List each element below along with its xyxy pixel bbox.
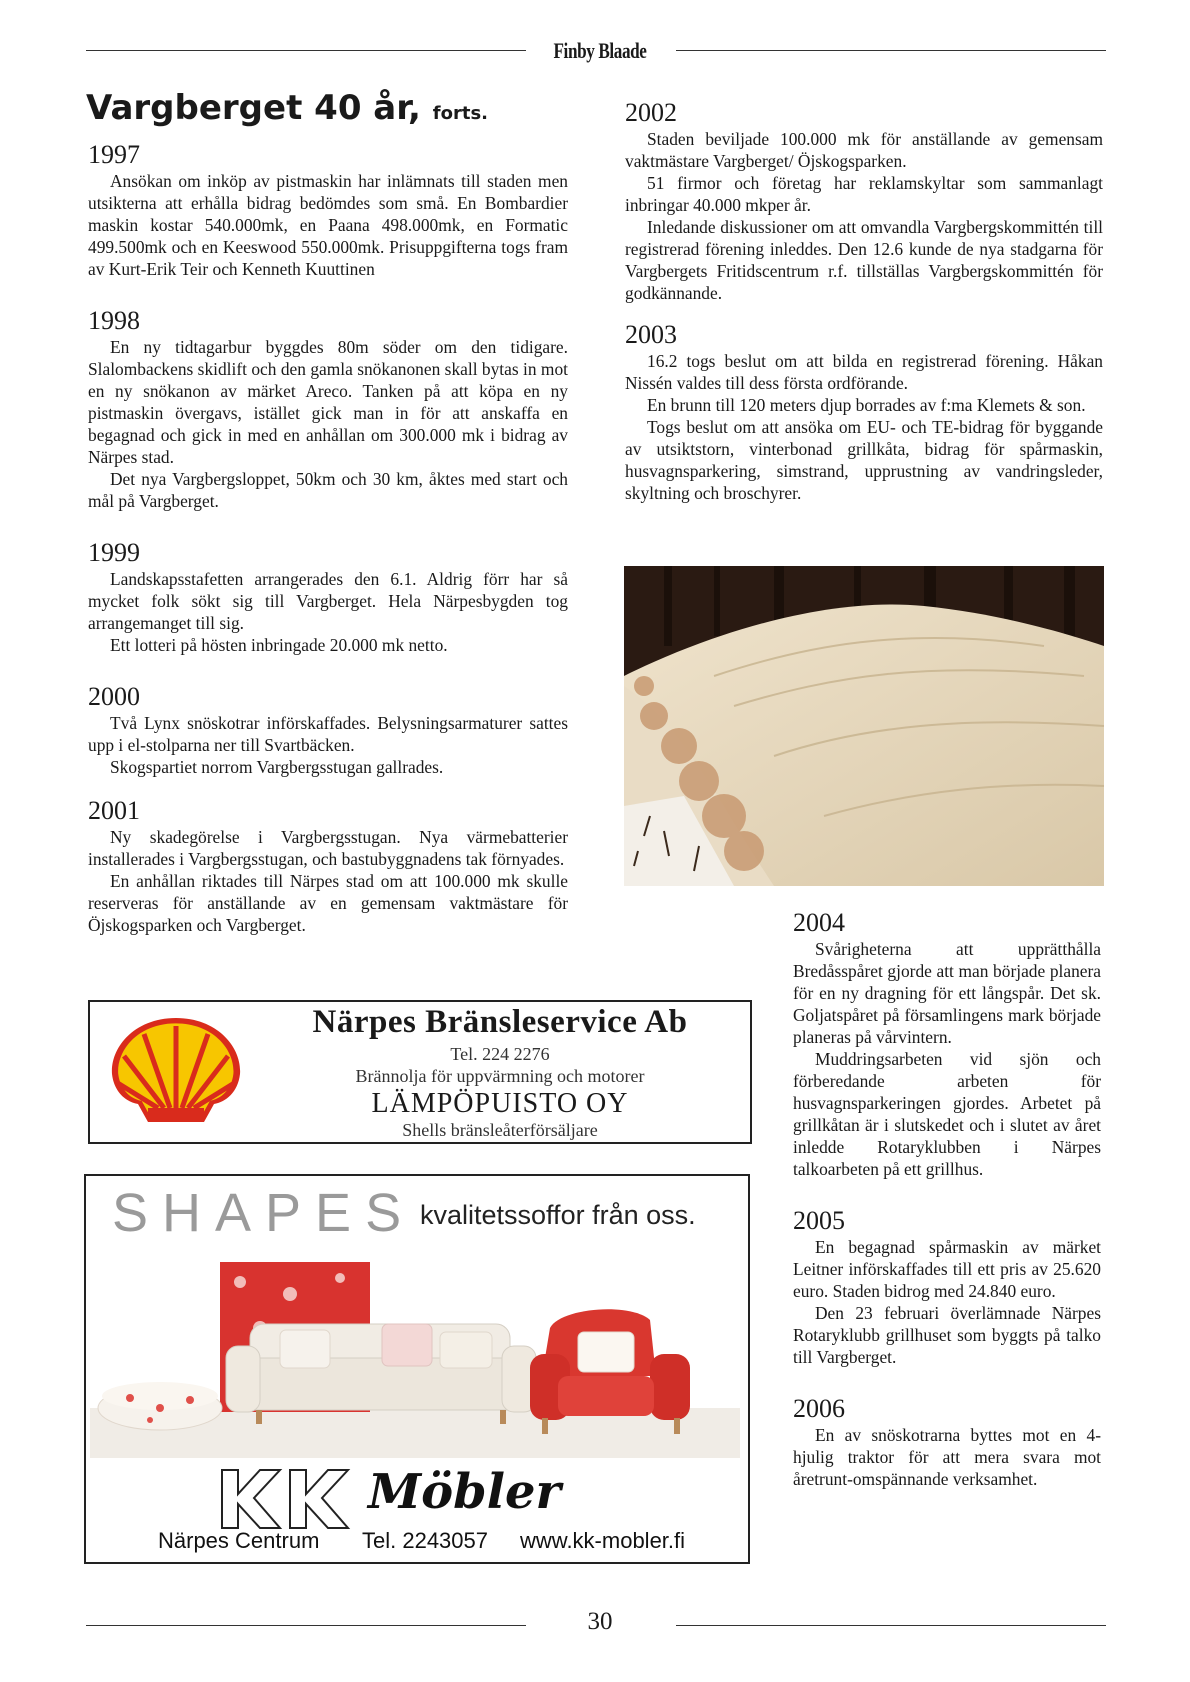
header-rule-left <box>86 50 526 51</box>
year-heading: 2004 <box>793 908 845 937</box>
year-heading: 2001 <box>88 796 140 825</box>
article-title-main: Vargberget 40 år, <box>86 88 421 128</box>
paragraph: Staden beviljade 100.000 mk för anställande av gemensam vaktmästare Vargberget/ Öjskogsparken. <box>625 129 1103 171</box>
header-rule-right <box>676 50 1106 51</box>
year-heading: 2000 <box>88 682 140 711</box>
year-heading: 1998 <box>88 306 140 335</box>
year-section-2004 <box>793 908 1101 1180</box>
ad-shapes-tagline: kvalitetssoffor från oss. <box>420 1200 696 1230</box>
paragraph: En ny tidtagarbur byggdes 80m söder om den tidigare. Slalombackens skidlift och den gamla snökanonen skall bytas in mot en ny snökanon av märket Areco. Tanken på att köpa en ny pistmaskin övergavs, istället gick man in för att anskaffa en begagnad och gick in med en anhållan om 300.000 mk i bidrag av Närpes stad. <box>88 337 568 467</box>
ad-shell <box>88 1000 752 1144</box>
paragraph: Svårigheterna att upprätthålla Bredåsspåret gjorde att man började planera för en ny dragning för ett långspår. Det sk. Goljatspåret på församlingens mark började planeras på vårvintern. <box>793 939 1101 1047</box>
ad-shell-company2: LÄMPÖPUISTO OY <box>371 1088 629 1119</box>
paragraph: Muddringsarbeten vid sjön och förberedande arbeten för husvagnsparkeringen gjordes. Arbetet på grillkåtan är i slutskedet och i slutet av året inledde Rotaryklubben i Närpes talkoarbeten på ett grillhus. <box>793 1049 1101 1179</box>
ad-shell-company: Närpes Bränsleservice Ab <box>312 1004 688 1040</box>
year-section-2002 <box>625 98 1103 304</box>
year-section-1998 <box>88 306 568 512</box>
paragraph: En av snöskotrarna byttes mot en 4-hjulig traktor för att mera svara mot åretrunt-omspännande verksamhet. <box>793 1425 1101 1489</box>
paragraph: Den 23 februari överlämnade Närpes Rotaryklubb grillhuset som byggts på talko till Vargberget. <box>793 1303 1101 1367</box>
paragraph: En anhållan riktades till Närpes stad om att 100.000 mk skulle reserveras för anställande av en gemensam vaktmästare för Öjskogsparken och Vargberget. <box>88 871 568 935</box>
ski-track-photo <box>624 566 1104 886</box>
ad-shell-phone: Tel. 224 2276 <box>450 1044 550 1064</box>
year-section-1999 <box>88 538 568 656</box>
right-column-bottom <box>793 908 1101 1490</box>
year-section-2003 <box>625 320 1103 504</box>
paragraph: 16.2 togs beslut om att bilda en registrerad förening. Håkan Nissén valdes till dess första ordförande. <box>625 351 1103 393</box>
paragraph: Ny skadegörelse i Vargbergsstugan. Nya värmebatterier installerades i Vargbergsstugan, och bastubyggnadens tak förnyades. <box>88 827 568 869</box>
ad-kk-mobler <box>84 1174 750 1564</box>
ad-shell-line2: Shells bränsleåterförsäljare <box>402 1120 598 1140</box>
year-section-2001 <box>88 796 568 936</box>
paragraph: Två Lynx snöskotrar införskaffades. Belysningsarmaturer sattes upp i el-stolparna ner till Svartbäcken. <box>88 713 568 755</box>
year-heading: 2005 <box>793 1206 845 1235</box>
year-section-2005 <box>793 1206 1101 1368</box>
year-heading: 1999 <box>88 538 140 567</box>
left-column <box>88 140 568 936</box>
footer-rule-right <box>676 1625 1106 1626</box>
ski-track-illustration <box>624 566 1104 886</box>
paragraph: 51 firmor och företag har reklamskyltar som sammanlagt inbringar 40.000 mkper år. <box>625 173 1103 215</box>
footer-rule-left <box>86 1625 526 1626</box>
paragraph: Landskapsstafetten arrangerades den 6.1. Aldrig förr har så mycket folk sökt sig till Vargberget. Hela Närpesbygden tog arrangemanget till sig. <box>88 569 568 633</box>
article-title-suffix: forts. <box>432 103 489 124</box>
sofa-armchair-illustration <box>90 1258 740 1458</box>
year-section-2006 <box>793 1394 1101 1490</box>
paragraph: Det nya Vargbergsloppet, 50km och 30 km, åktes med start och mål på Vargberget. <box>88 469 568 511</box>
right-column-top <box>625 98 1103 504</box>
year-heading: 2003 <box>625 320 677 349</box>
article-title <box>86 88 488 128</box>
paragraph: Ett lotteri på hösten inbringade 20.000 mk netto. <box>110 635 448 655</box>
paragraph: Ansökan om inköp av pistmaskin har inlämnats till staden men utsikterna att erhålla bidrag bedömdes som små. En Bombardier maskin kostar 540.000mk, en Paana 498.000mk, en Formatic 499.500mk och en Keeswood 550.000mk. Prisuppgifterna togs fram av Kurt-Erik Teir och Kenneth Kuuttinen <box>88 171 568 279</box>
year-heading: 2006 <box>793 1394 845 1423</box>
ad-shapes-brand: SHAPES <box>112 1183 416 1243</box>
ad-kk-location: Närpes Centrum <box>158 1528 320 1553</box>
ad-shell-line1: Brännolja för uppvärmning och motorer <box>355 1066 645 1086</box>
paragraph: En brunn till 120 meters djup borrades av f:ma Klemets & son. <box>647 395 1086 415</box>
year-section-2000 <box>88 682 568 778</box>
ad-kk-website[interactable]: www.kk-mobler.fi <box>520 1528 686 1553</box>
shell-logo-icon <box>104 1012 249 1130</box>
year-section-1997 <box>88 140 568 280</box>
page-number: 30 <box>587 1608 613 1635</box>
ad-kk-phone: Tel. 2243057 <box>362 1528 488 1553</box>
kk-logo-icon <box>216 1466 356 1532</box>
paragraph: En begagnad spårmaskin av märket Leitner införskaffades till ett pris av 25.620 euro. Staden bidrog med 24.840 euro. <box>793 1237 1101 1301</box>
year-heading: 1997 <box>88 140 140 169</box>
paragraph: Inledande diskussioner om att omvandla Vargbergskommittén till registrerad förening inleddes. Den 12.6 kunde de nya stadgarna för Vargbergets Fritidscentrum r.f. tillställas Vargbergskommittén för godkännande. <box>625 217 1103 303</box>
paragraph: Togs beslut om att ansöka om EU- och TE-bidrag för byggande av utsiktstorn, vinterbonad grillkåta, bidrag för spårmaskin, husvagnsparkering, simstrand, upprustning av vandringsleder, skyltning och broschyrer. <box>625 417 1103 503</box>
paragraph: Skogspartiet norrom Vargbergsstugan gallrades. <box>110 757 444 777</box>
year-heading: 2002 <box>625 98 677 127</box>
ad-kk-store-name: Möbler <box>368 1464 561 1520</box>
publication-name: Finby Blaade <box>553 38 647 63</box>
